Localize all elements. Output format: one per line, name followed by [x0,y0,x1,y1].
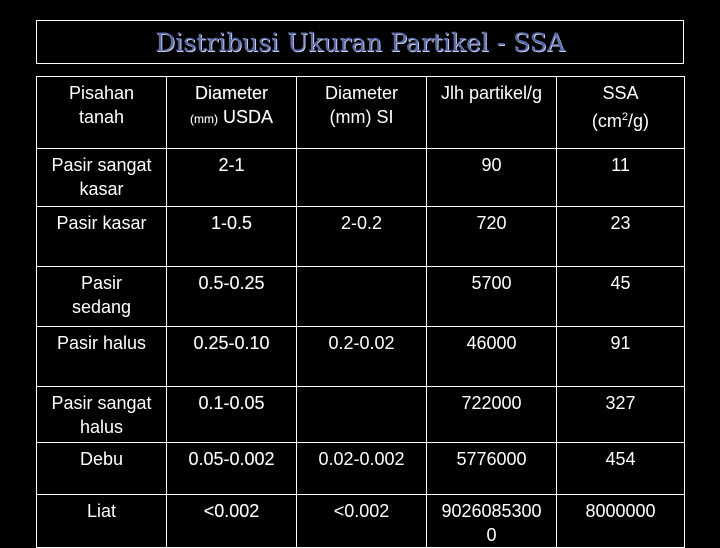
header-usda-unit: (mm) [189,112,218,126]
particle-size-table [36,76,685,548]
ssa-cell: 11 [557,149,685,207]
usda-diameter-cell: 1-0.5 [167,207,297,267]
soil-fraction-line: Pasir kasar [56,213,147,233]
usda-diameter-cell: 0.25-0.10 [167,327,297,387]
header-soil-fraction-line2: tanah [78,107,125,127]
table-row [37,387,685,443]
soil-fraction-line: kasar [79,179,124,199]
soil-fraction-line: Debu [79,449,124,469]
header-usda-line2: USDA [222,107,273,127]
ssa-cell: 8000000 [557,495,685,548]
header-si-line2: (mm) SI [329,107,394,127]
ssa-cell: 45 [557,267,685,327]
header-ssa-unit-pre: (cm [591,111,622,131]
particle-count-line: 0 [486,525,497,545]
particle-count-cell: 5776000 [427,443,557,495]
particle-count-cell: 5700 [427,267,557,327]
usda-diameter-cell: 0.1-0.05 [167,387,297,443]
soil-fraction-cell [37,267,167,327]
soil-fraction-cell [37,327,167,387]
soil-fraction-line: Liat [86,501,117,521]
particle-count-cell: 720 [427,207,557,267]
table-row [37,207,685,267]
si-diameter-cell [297,149,427,207]
header-diameter-si [297,77,427,149]
soil-fraction-line: halus [79,417,124,437]
usda-diameter-cell: 0.05-0.002 [167,443,297,495]
soil-fraction-cell [37,149,167,207]
si-diameter-cell: <0.002 [297,495,427,548]
header-ssa-unit-post: /g) [628,111,650,131]
header-particle-count: Jlh partikel/g [427,77,557,149]
soil-fraction-line: Pasir [80,273,122,293]
table-body [37,149,685,548]
table-header-row [37,77,685,149]
ssa-cell: 327 [557,387,685,443]
usda-diameter-cell: 2-1 [167,149,297,207]
soil-fraction-line: Pasir halus [56,333,147,353]
particle-count-line: 9026085300 [441,501,542,521]
page-title: Distribusi Ukuran Partikel - SSA [155,27,565,57]
particle-count-cell: 90 [427,149,557,207]
header-soil-fraction [37,77,167,149]
si-diameter-cell [297,267,427,327]
si-diameter-cell [297,387,427,443]
header-ssa-line1: SSA [602,83,639,103]
usda-diameter-cell: <0.002 [167,495,297,548]
table-row [37,327,685,387]
header-ssa [557,77,685,149]
soil-fraction-cell [37,443,167,495]
soil-fraction-cell [37,387,167,443]
particle-count-cell: 722000 [427,387,557,443]
header-usda-line1: Diameter [194,83,269,103]
usda-diameter-cell: 0.5-0.25 [167,267,297,327]
table-row [37,443,685,495]
si-diameter-cell: 2-0.2 [297,207,427,267]
ssa-cell: 91 [557,327,685,387]
particle-count-cell: 46000 [427,327,557,387]
soil-fraction-line: Pasir sangat [51,155,152,175]
title-box [36,20,684,64]
si-diameter-cell: 0.2-0.02 [297,327,427,387]
table-row [37,267,685,327]
si-diameter-cell: 0.02-0.002 [297,443,427,495]
header-ssa-unit-sup: 2 [621,111,629,123]
header-diameter-usda [167,77,297,149]
soil-fraction-line: sedang [71,297,132,317]
ssa-cell: 23 [557,207,685,267]
header-soil-fraction-line1: Pisahan [68,83,135,103]
header-si-line1: Diameter [324,83,399,103]
table-row [37,149,685,207]
ssa-cell: 454 [557,443,685,495]
soil-fraction-line: Pasir sangat [51,393,152,413]
soil-fraction-cell [37,207,167,267]
